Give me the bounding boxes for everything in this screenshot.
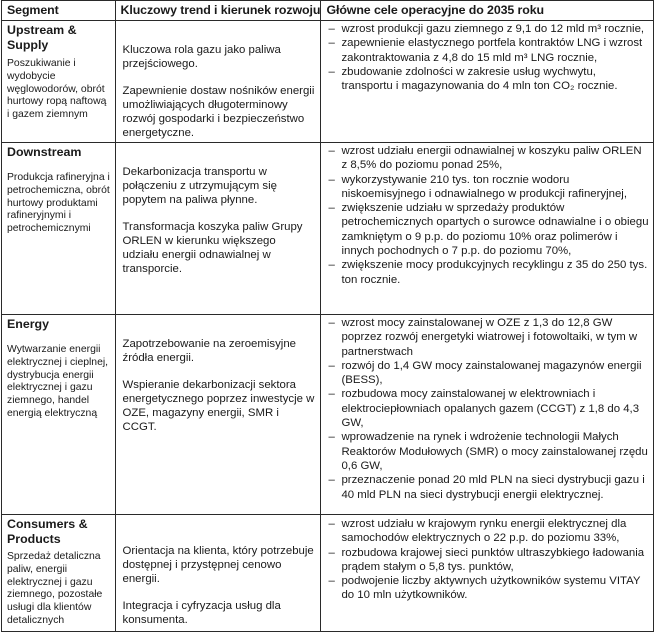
table-row — [2, 315, 654, 515]
strategy-table — [1, 0, 654, 632]
goal-item: – zwiększenie udziału w sprzedaży produktów petrochemicznych opartych o surowce odnawialne i o obiegu zamkniętym o 9 p.p. do poziomu 10% oraz polimerów i innych pochodnych o 7 p.p. do poziomu 70%, — [328, 202, 649, 258]
dash-bullet: – — [328, 359, 335, 372]
trend-paragraph: Zapotrzebowanie na zeroemisyjne źródła energii. — [122, 338, 297, 364]
segment-description: Produkcja rafineryjna i petrochemiczna, obrót hurtowy produktami rafineryjnymi i petrochemicznymi — [7, 172, 110, 235]
segment-cell — [2, 515, 116, 632]
segment-title: Consumers & Products — [7, 517, 88, 546]
goals-cell — [321, 515, 654, 632]
goal-item: – rozwój do 1,4 GW mocy zainstalowanej magazynów energii (BESS), — [328, 359, 642, 387]
goals-cell — [321, 315, 654, 515]
dash-bullet: – — [328, 474, 335, 487]
trend-paragraph: Zapewnienie dostaw nośników energii umożliwiających długoterminowy rozwój gospodarki i bezpieczeństwo energetyczne. — [122, 85, 315, 139]
segment-title: Energy — [7, 317, 50, 331]
segment-cell — [2, 315, 116, 515]
dash-bullet: – — [328, 317, 335, 329]
goal-item: – zwiększenie mocy produkcyjnych recyklingu z 35 do 250 tys. ton rocznie. — [328, 259, 648, 286]
header-goals: Główne cele operacyjne do 2035 roku — [321, 1, 654, 21]
dash-bullet: – — [328, 431, 335, 444]
trend-cell — [115, 315, 321, 515]
dash-bullet: – — [328, 518, 335, 530]
trend-paragraph: Orientacja na klienta, który potrzebuje dostępnej i przystępnej cenowo energii. — [122, 545, 314, 585]
dash-bullet: – — [328, 575, 335, 588]
dash-bullet: – — [328, 202, 335, 215]
segment-cell — [2, 143, 116, 315]
goal-item: – rozbudowa mocy zainstalowanej w elektrowniach i elektrociepłowniach opalanych gazem (CCGT) z 1,8 do 4,3 GW, — [328, 388, 640, 430]
header-trend: Kluczowy trend i kierunek rozwoju — [115, 1, 321, 21]
segment-title: Downstream — [7, 145, 82, 159]
goal-item: – zapewnienie elastycznego portfela kontraktów LNG i wzrost zakontraktowania z 4,8 do 15 mld m³ LNG rocznie, — [328, 37, 643, 64]
segment-description: Sprzedaż detaliczna paliw, energii elektrycznej i gazu ziemnego, pozostałe usługi dla klientów detalicznych — [7, 551, 103, 626]
header-segment: Segment — [2, 1, 116, 21]
goal-item: – rozbudowa krajowej sieci punktów ultraszybkiego ładowania prądem stałym o 5,8 tys. punktów, — [328, 546, 645, 573]
goal-item: – wzrost udziału w krajowym rynku energii elektrycznej dla samochodów elektrycznych o 22 p.p. do poziomu 33%, — [328, 518, 627, 545]
trend-cell — [115, 143, 321, 315]
goal-item: – zbudowanie zdolności w zakresie usług wychwytu, transportu i magazynowania do 4 mln ton CO₂ rocznie. — [328, 65, 618, 93]
header-row — [2, 1, 654, 21]
dash-bullet: – — [328, 23, 335, 35]
goals-cell — [321, 21, 654, 143]
trend-paragraph: Integracja i cyfryzacja usług dla konsumenta. — [122, 600, 281, 626]
goals-cell — [321, 143, 654, 315]
trend-paragraph: Dekarbonizacja transportu w połączeniu z utrzymującym się popytem na paliwa płynne. — [122, 166, 277, 206]
table-row — [2, 143, 654, 315]
goal-item: – wzrost udziału energii odnawialnej w koszyku paliw ORLEN z 8,5% do poziomu ponad 25%, — [328, 145, 642, 172]
trend-paragraph: Kluczowa rola gazu jako paliwa przejściowego. — [122, 44, 281, 70]
table-row — [2, 515, 654, 632]
dash-bullet: – — [328, 145, 335, 157]
dash-bullet: – — [328, 65, 335, 78]
trend-paragraph: Transformacja koszyka paliw Grupy ORLEN w kierunku większego udziału energii odnawialnej w transporcie. — [122, 221, 303, 275]
goal-item: – wprowadzenie na rynek i wdrożenie technologii Małych Reaktorów Modułowych (SMR) o mocy zainstalowanej rzędu 0,6 GW, — [328, 431, 648, 472]
dash-bullet: – — [328, 259, 335, 272]
segment-description: Poszukiwanie i wydobycie węglowodorów, obrót hurtowy ropą naftową i gazem ziemnym — [7, 58, 107, 121]
trend-paragraph: Wspieranie dekarbonizacji sektora energetycznego poprzez inwestycje w OZE, magazyny energii, SMR i CCGT. — [122, 379, 315, 433]
segment-description: Wytwarzanie energii elektrycznej i cieplnej, dystrybucja energii elektrycznej i gazu ziemnego, handel energią elektryczną — [7, 344, 109, 419]
segment-title: Upstream & Supply — [7, 23, 77, 52]
dash-bullet: – — [328, 546, 335, 559]
dash-bullet: – — [328, 388, 335, 401]
goal-item: – wzrost mocy zainstalowanej w OZE z 1,3 do 12,8 GW poprzez rozwój energetyki wiatrowej i fotowoltaiki, w tym w partnerstwach — [328, 317, 638, 358]
trend-cell — [115, 21, 321, 143]
goal-item: – wykorzystywanie 210 tys. ton rocznie wodoru niskoemisyjnego i odnawialnego w produkcji rafineryjnej, — [328, 173, 628, 200]
segment-cell — [2, 21, 116, 143]
goal-item: – przeznaczenie ponad 20 mld PLN na sieci dystrybucji gazu i 40 mld PLN na sieci dystrybucji energii elektrycznej. — [328, 474, 645, 501]
table-row — [2, 21, 654, 143]
goal-item: – wzrost produkcji gazu ziemnego z 9,1 do 12 mld m³ rocznie, — [328, 23, 645, 35]
trend-cell — [115, 515, 321, 632]
dash-bullet: – — [328, 37, 335, 50]
goal-item: – podwojenie liczby aktywnych użytkowników systemu VITAY do 10 mln użytkowników. — [328, 575, 641, 602]
dash-bullet: – — [328, 173, 335, 186]
